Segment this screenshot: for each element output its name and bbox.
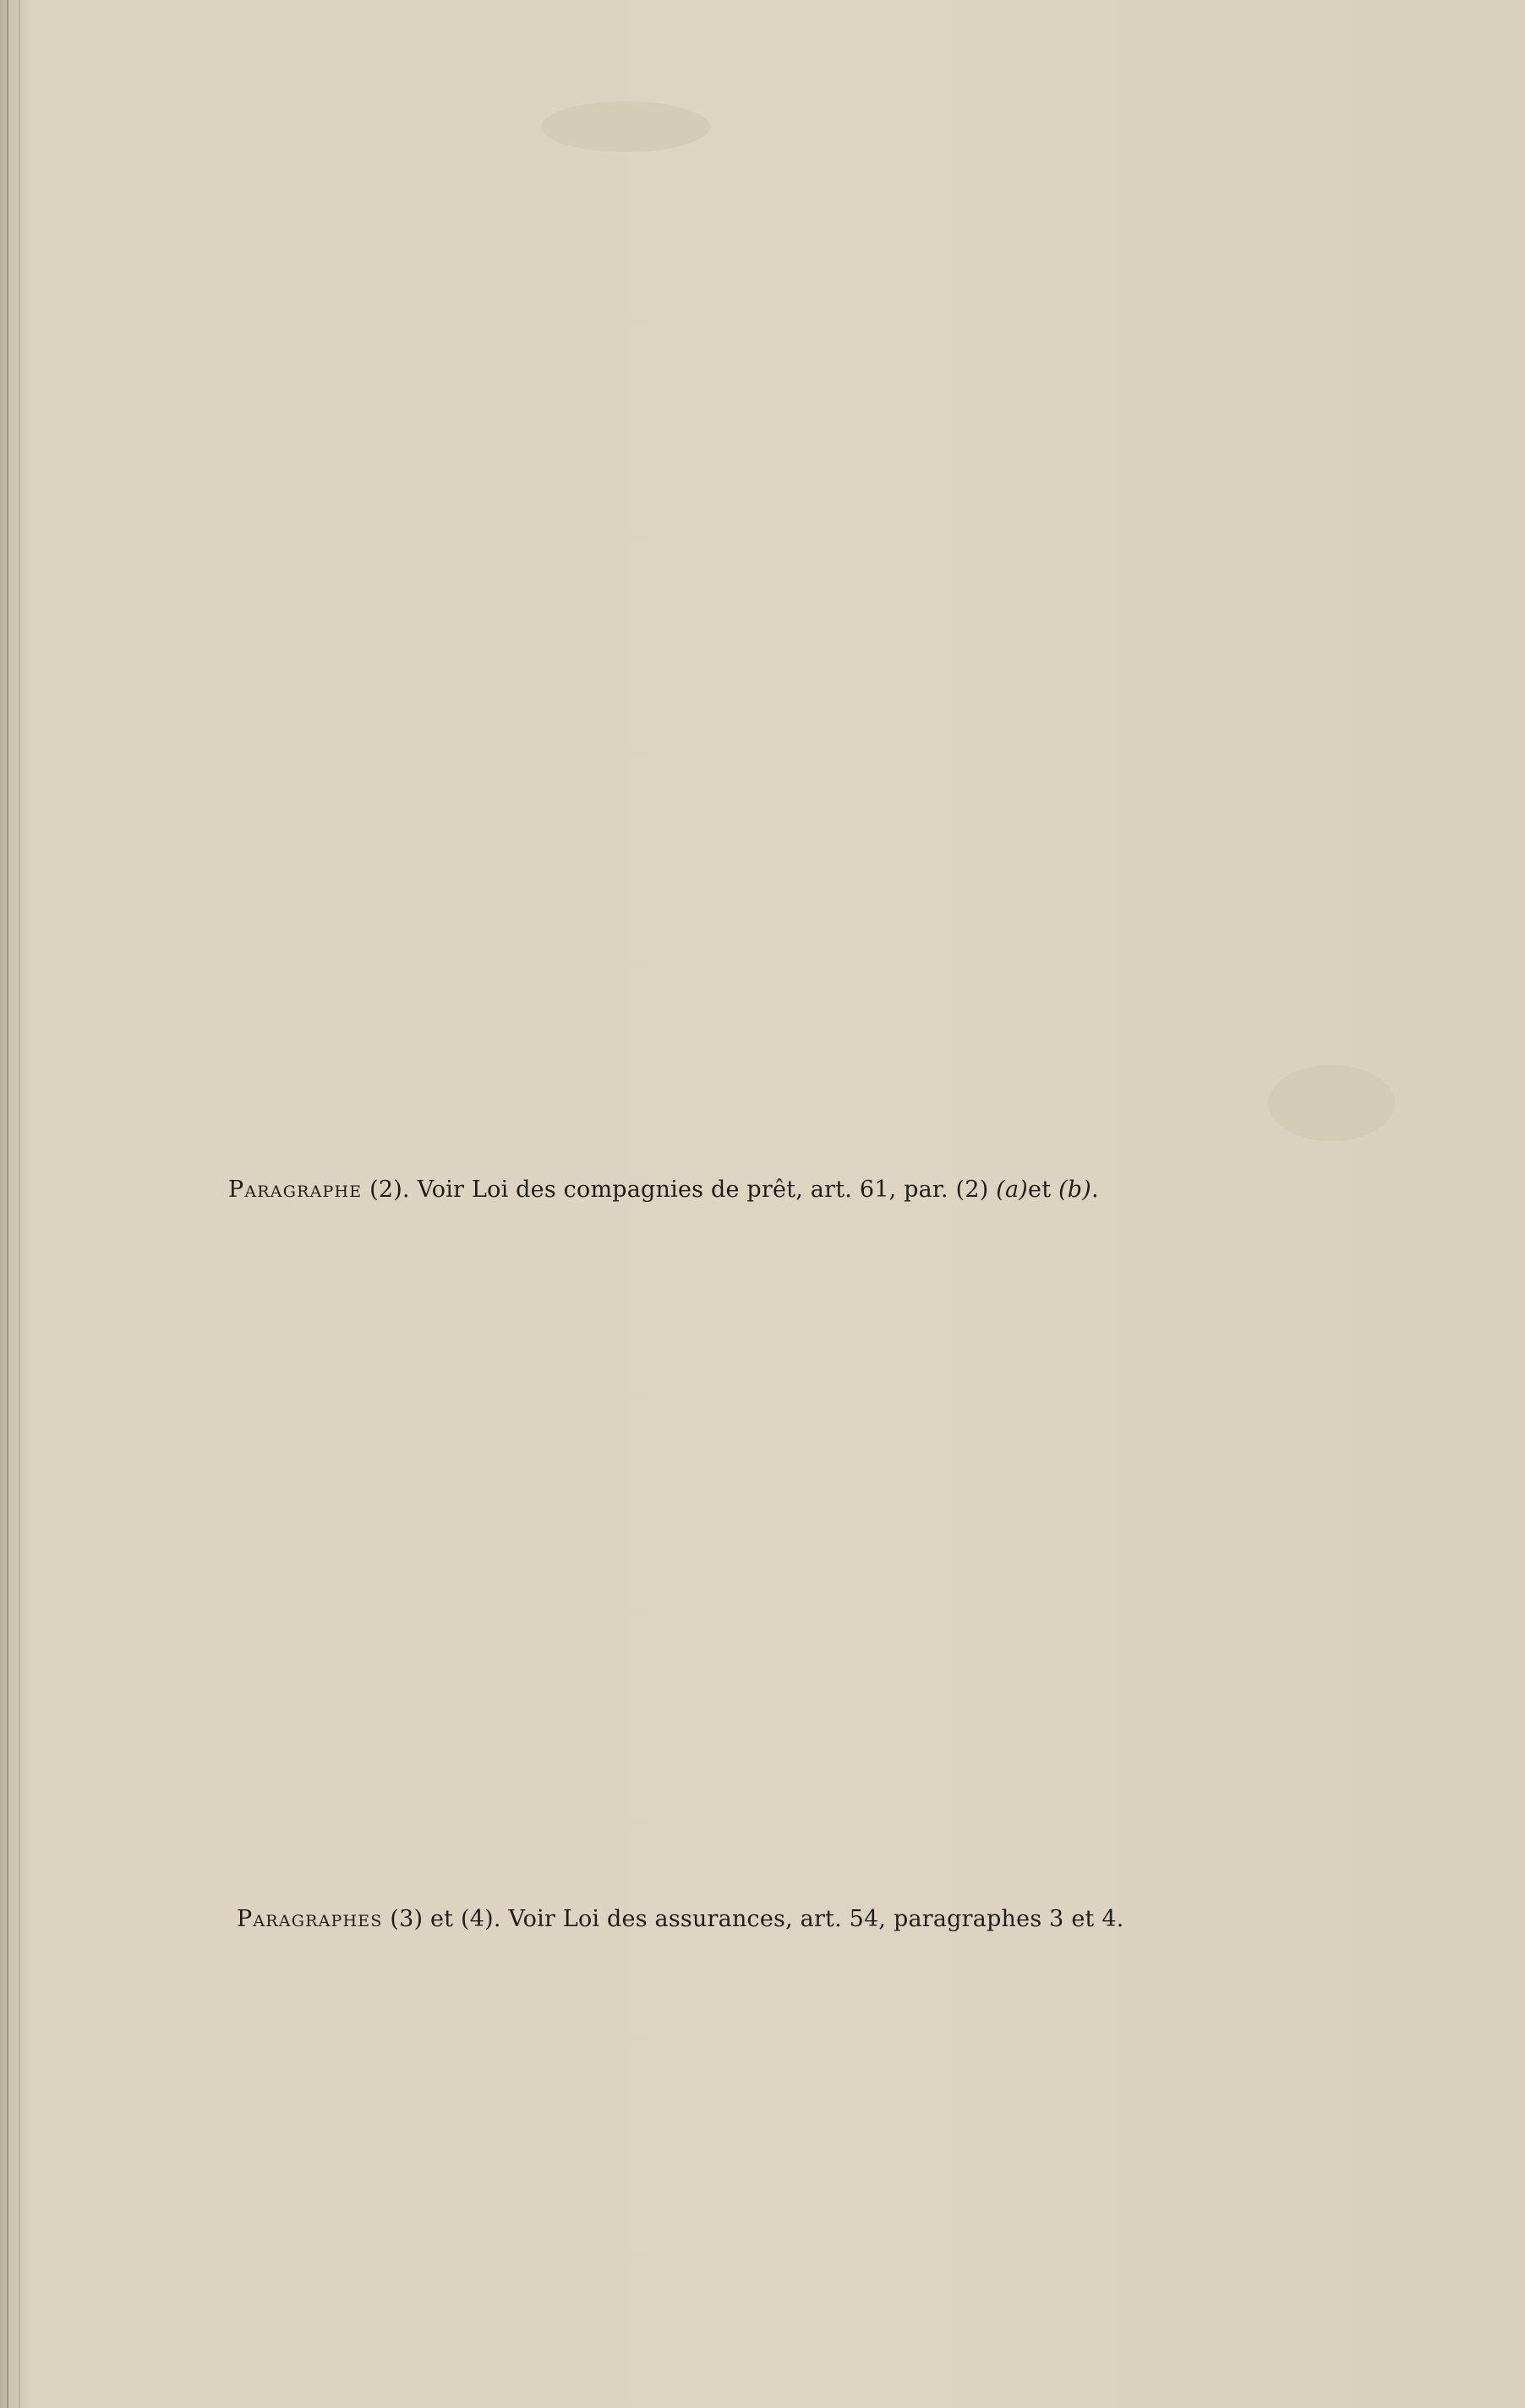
footnote-number: (3) et (4).	[390, 1906, 501, 1932]
footnote-text: Voir Loi des compagnies de prêt, art. 61, par. (2)	[417, 1177, 989, 1203]
footnote-end: .	[1091, 1177, 1099, 1203]
footnote-heading: Paragraphes	[237, 1906, 383, 1932]
page-edge-line	[19, 0, 20, 2408]
footnote-italic-b: (b)	[1058, 1177, 1092, 1203]
footnote-heading: Paragraphe	[228, 1177, 363, 1203]
footnote-text: Voir Loi des assurances, art. 54, paragraphes 3 et 4.	[508, 1906, 1124, 1932]
background-smudge	[1268, 1065, 1395, 1141]
background-smudge	[541, 101, 710, 152]
footnote-conjunction: et	[1028, 1177, 1052, 1203]
page-edge-line	[7, 0, 8, 2408]
footnote-number: (2).	[369, 1177, 410, 1203]
footnote-paragraph-2	[228, 1177, 1099, 1203]
footnote-italic-a: (a)	[996, 1177, 1029, 1203]
footnote-paragraphs-3-4	[237, 1906, 1124, 1932]
